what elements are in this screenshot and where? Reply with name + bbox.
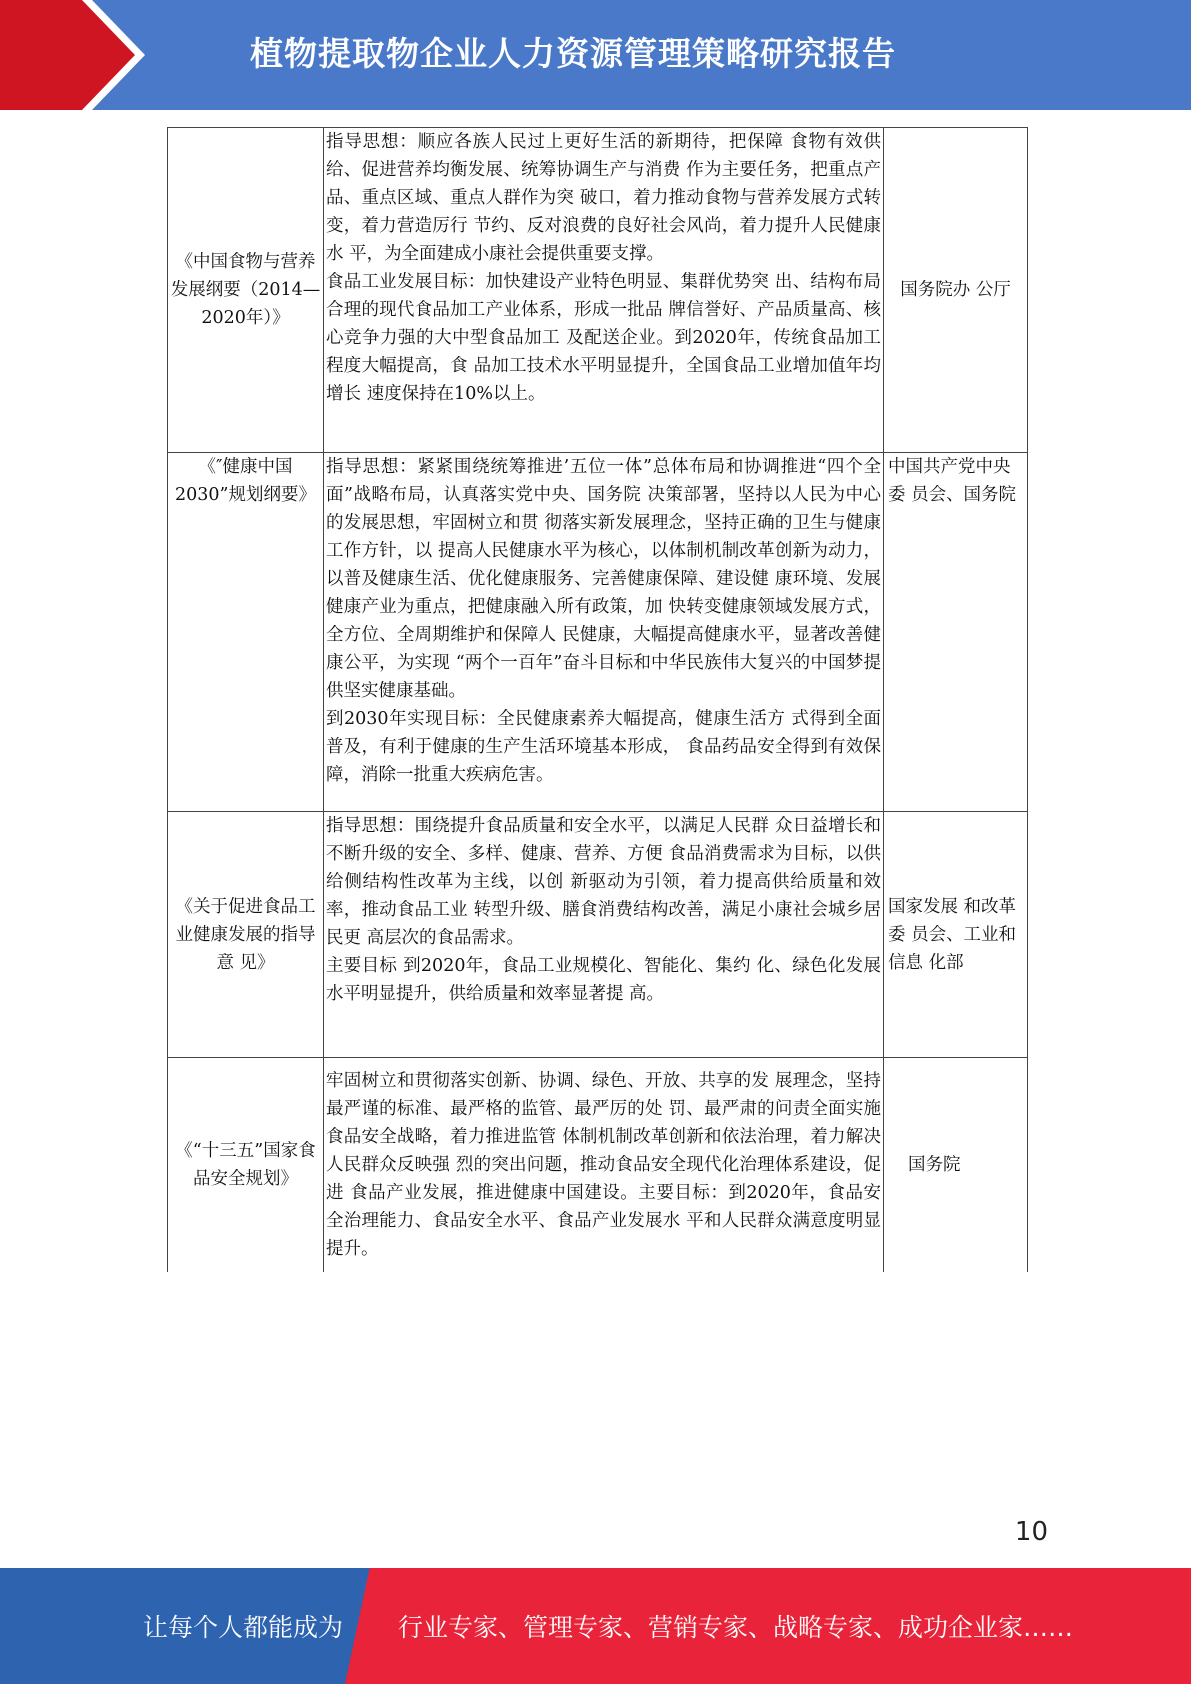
policy-paragraph: 指导思想：围绕提升食品质量和安全水平，以满足人民群 众日益增长和不断升级的安全、多样、健康、营养、方便 食品消费需求为目标，以供给侧结构性改革为主线，以创 新驱动为引领，着力提高供给质量和效率，推动食品工业 转型升级、膳食消费结构改善，满足小康社会城乡居民更 高层次的食品需求。 [326,816,881,948]
policy-table [167,127,1028,1272]
policy-name: 《″健康中国2030”规划纲要》 [175,457,316,505]
table-row [168,812,1028,1058]
policy-content-cell [324,128,884,453]
policy-paragraph: 牢固树立和贯彻落实创新、协调、绿色、开放、共享的发 展理念，坚持最严谨的标准、最严格的监管、最严厉的处 罚、最严肃的问责全面实施食品安全战略，着力推进监管 体制机制改革创新和依法治理，着力解决人民群众反映强 烈的突出问题，推动食品安全现代化治理体系建设，促进 食品产业发展，推进健康中国建设。主要目标：到2020年，食品安全治理能力、食品安全水平、食品产业发展水 平和人民群众满意度明显提升。 [326,1071,881,1259]
table-row [168,1058,1028,1273]
issuing-org-cell [884,1058,1028,1273]
policy-paragraph: 指导思想：紧紧围绕统筹推进’五位一体”总体布局和协调推进“四个全面”战略布局，认真落实党中央、国务院 决策部署，坚持以人民为中心的发展思想，牢固树立和贯 彻落实新发展理念，坚持正确的卫生与健康工作方针，以 提高人民健康水平为核心，以体制机制改革创新为动力， 以普及健康生活、优化健康服务、完善健康保障、建设健 康环境、发展健康产业为重点，把健康融入所有政策，加 快转变健康领域发展方式，全方位、全周期维护和保障人 民健康，大幅提高健康水平，显著改善健康公平，为实现 “两个一百年”奋斗目标和中华民族伟大复兴的中国梦提 供坚实健康基础。 [326,457,881,701]
page-number: 10 [1014,1517,1048,1547]
policy-name-cell [168,453,324,812]
issuing-org-cell [884,453,1028,812]
policy-name: 《中国食物与营养发展纲要（2014—2020年）》 [170,252,321,328]
policy-paragraph: 食品工业发展目标：加快建设产业特色明显、集群优势突 出、结构布局合理的现代食品加工产业体系，形成一批品 牌信誉好、产品质量高、核心竞争力强的大中型食品加工 及配送企业。到2020年，传统食品加工程度大幅提高，食 品加工技术水平明显提升，全国食品工业增加值年均增长 速度保持在10%以上。 [326,272,881,404]
page-footer [0,1568,1191,1684]
issuing-org: 国家发展 和改革委 员会、工业和信息 化部 [888,896,1017,973]
policy-content-cell [324,453,884,812]
policy-name: 《关于促进食品工业健康发展的指导意 见》 [175,896,316,973]
table-row [168,128,1028,453]
policy-paragraph: 指导思想：顺应各族人民过上更好生活的新期待，把保障 食物有效供给、促进营养均衡发展、统筹协调生产与消费 作为主要任务，把重点产品、重点区域、重点人群作为突 破口，着力推动食物与营养发展方式转变，着力营造厉行 节约、反对浪费的良好社会风尚，着力提升人民健康水 平，为全面建成小康社会提供重要支撑。 [326,132,881,264]
issuing-org: 国务院办 公厅 [900,280,1011,300]
policy-name-cell [168,1058,324,1273]
policy-content-cell [324,812,884,1058]
issuing-org-cell [884,812,1028,1058]
footer-slogan-left: 让每个人都能成为 [143,1613,344,1642]
policy-paragraph: 到2030年实现目标：全民健康素养大幅提高，健康生活方 式得到全面普及，有利于健康的生产生活环境基本形成， 食品药品安全得到有效保障，消除一批重大疾病危害。 [326,709,881,785]
policy-paragraph: 主要目标 到2020年，食品工业规模化、智能化、集约 化、绿色化发展水平明显提升，供给质量和效率显著提 高。 [326,956,881,1004]
policy-name-cell [168,812,324,1058]
header-chevron-decoration [0,0,160,110]
issuing-org: 国务院 [908,1155,961,1175]
policy-name: 《“十三五”国家食品安全规划》 [175,1141,316,1189]
policy-name-cell [168,128,324,453]
report-title: 植物提取物企业人力资源管理策略研究报告 [250,34,896,73]
page-header [0,0,1191,110]
table-row [168,453,1028,812]
footer-slogan-right: 行业专家、管理专家、营销专家、战略专家、成功企业家…… [398,1613,1074,1642]
issuing-org-cell [884,128,1028,453]
policy-content-cell [324,1058,884,1273]
issuing-org: 中国共产党中央委 员会、国务院 [888,457,1017,505]
